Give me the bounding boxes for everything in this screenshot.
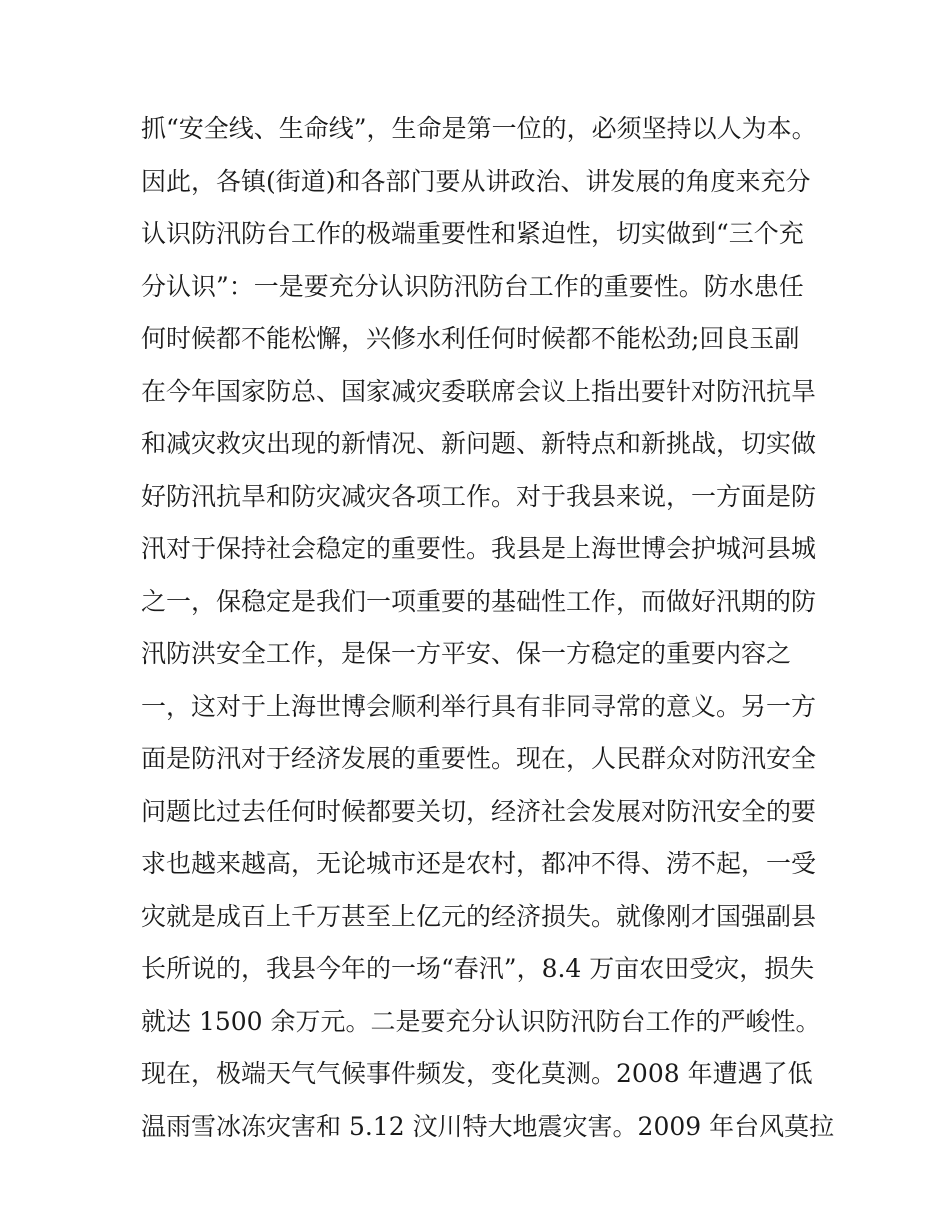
text-line: 抓“安全线、生命线”，生命是第一位的，必须坚持以人为本。: [141, 114, 817, 143]
text-line: 现在，极端天气气候事件频发，变化莫测。2008 年遭遇了低: [141, 1059, 813, 1088]
body-text: [141, 103, 835, 1153]
text-line: 认识防汛防台工作的极端重要性和紧迫性，切实做到“三个充: [141, 219, 804, 248]
text-line: 汛对于保持社会稳定的重要性。我县是上海世博会护城河县城: [141, 534, 817, 563]
text-line: 之一，保稳定是我们一项重要的基础性工作，而做好汛期的防: [141, 586, 817, 616]
text-line: 好防汛抗旱和防灾减灾各项工作。对于我县来说，一方面是防: [141, 481, 817, 511]
text-line: 灾就是成百上千万甚至上亿元的经济损失。就像刚才国强副县: [141, 901, 817, 931]
text-line: 分认识”：一是要充分认识防汛防台工作的重要性。防水患任: [141, 271, 804, 301]
text-line: 问题比过去任何时候都要关切，经济社会发展对防汛安全的要: [141, 796, 817, 826]
text-line: 因此，各镇(街道)和各部门要从讲政治、讲发展的角度来充分: [141, 166, 811, 196]
text-line: 和减灾救灾出现的新情况、新问题、新特点和新挑战，切实做: [141, 429, 817, 458]
text-line: 在今年国家防总、国家减灾委联席会议上指出要针对防汛抗旱: [141, 376, 817, 406]
text-line: 何时候都不能松懈，兴修水利任何时候都不能松劲;回良玉副: [141, 324, 800, 353]
text-line: 长所说的，我县今年的一场“春汛”，8.4 万亩农田受灾，损失: [141, 954, 815, 983]
text-line: 面是防汛对于经济发展的重要性。现在，人民群众对防汛安全: [141, 744, 817, 773]
text-line: 温雨雪冰冻灾害和 5.12 汶川特大地震灾害。2009 年台风莫拉: [141, 1111, 835, 1141]
text-line: 汛防洪安全工作，是保一方平安、保一方稳定的重要内容之: [141, 639, 792, 668]
text-line: 求也越来越高，无论城市还是农村，都冲不得、涝不起，一受: [141, 849, 817, 878]
text-line: 一，这对于上海世博会顺利举行具有非同寻常的意义。另一方: [141, 691, 817, 721]
text-line: 就达 1500 余万元。二是要充分认识防汛防台工作的严峻性。: [141, 1006, 821, 1036]
